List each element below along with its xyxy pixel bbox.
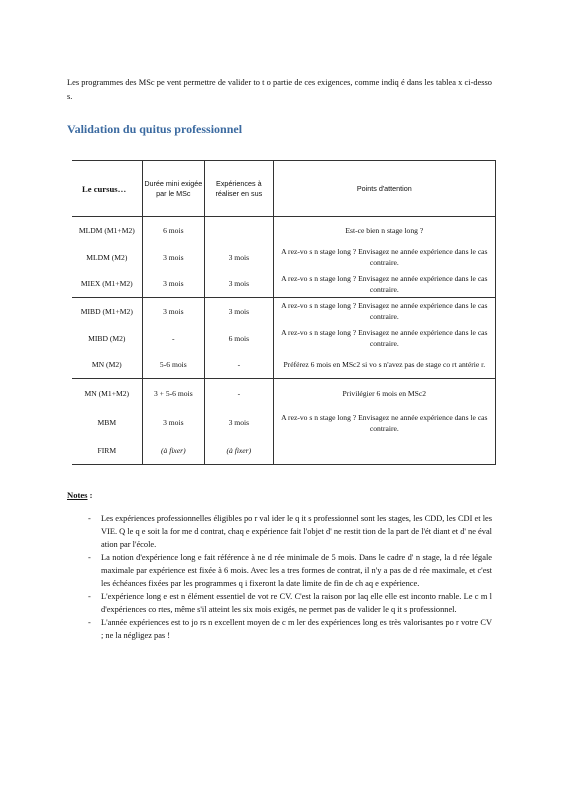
- cell-attention: A rez-vo s n stage long ? Envisagez ne année expérience dans le cas contraire.: [273, 325, 495, 352]
- cell-cursus: MN (M1+M2): [84, 389, 130, 399]
- note-text: Les expériences professionnelles éligibles po r val ider le q it s professionnel sont les stages, les CDD, les CDI et les VIE. Q le q e soit la for me d contrat, chaq e expérience fait l'objet d' ne restit tion de la part de l'ét diant et d' ne éval ation par l'école.: [101, 514, 492, 549]
- cell-duree: 3 + 5-6 mois: [142, 379, 204, 409]
- note-text: La notion d'expérience long e fait référence à ne d rée minimale de 5 mois. Dans le cadre d' n stage, la d rée légale maximale par expérience est fixée à 6 mois. Avec les a tres formes de contrat, il n'y a pas de d rée maximale, et c'est les échéances fixées par les programmes q i fixeront la date limite de fin de ch aq e expérience.: [101, 553, 492, 588]
- dash-bullet: -: [88, 553, 91, 562]
- cell-cursus: MIBD (M2): [88, 333, 126, 343]
- cell-duree: 5-6 mois: [142, 352, 204, 379]
- cell-experiences: 3 mois: [205, 271, 274, 298]
- header-duree-mini: Durée mini exigée par le MSc: [142, 161, 204, 217]
- header-cursus: Le cursus…: [72, 161, 142, 217]
- cell-cursus: MN (M2): [72, 352, 142, 379]
- notes-title: Notes: [67, 490, 88, 500]
- cell-attention: A rez-vo s n stage long ? Envisagez ne année expérience dans le cas contraire.: [273, 271, 495, 298]
- cell-attention: A rez-vo s n stage long ? Envisagez ne année expérience dans le cas contraire.: [273, 409, 495, 437]
- cell-attention: A rez-vo s n stage long ? Envisagez ne année expérience dans le cas contraire.: [273, 244, 495, 271]
- cell-duree: 3 mois: [142, 244, 204, 271]
- cell-attention: [273, 437, 495, 465]
- table-row: [72, 217, 496, 244]
- cell-experiences: -: [205, 379, 274, 409]
- cell-cursus: FIRM: [72, 437, 142, 465]
- cell-experiences: 3 mois: [205, 409, 274, 437]
- cell-attention: A rez-vo s n stage long ? Envisagez ne année expérience dans le cas contraire.: [273, 298, 495, 325]
- cell-attention: Préférez 6 mois en MSc2 si vo s n'avez pas de stage co rt antérie r.: [273, 352, 495, 379]
- intro-paragraph: Les programmes des MSc pe vent permettre de valider to t o partie de ces exigences, comme indiq é dans les tablea x ci-desso s.: [67, 78, 492, 102]
- cell-experiences: -: [205, 352, 274, 379]
- cell-experiences: 3 mois: [205, 244, 274, 271]
- cell-duree: 3 mois: [142, 298, 204, 325]
- header-points-attention: Points d'attention: [273, 161, 495, 217]
- cell-cursus: MIBD (M1+M2): [80, 306, 133, 316]
- cell-duree: 3 mois: [142, 271, 204, 298]
- table-row: [72, 325, 496, 352]
- notes-list: [88, 512, 492, 642]
- list-item: [88, 590, 492, 616]
- table-row: [72, 379, 496, 409]
- dash-bullet: -: [88, 592, 91, 601]
- header-experiences: Expériences à réaliser en sus: [205, 161, 274, 217]
- table-row: [72, 298, 496, 325]
- cell-duree: 3 mois: [142, 409, 204, 437]
- cell-cursus: MLDM (M1+M2): [78, 225, 135, 235]
- list-item: [88, 616, 492, 642]
- cell-cursus: MIEX (M1+M2): [72, 271, 142, 298]
- table-row: [72, 437, 496, 465]
- notes-colon: :: [87, 490, 93, 500]
- cell-experiences: (à fixer): [205, 437, 274, 465]
- cell-duree: -: [142, 325, 204, 352]
- cell-experiences: 3 mois: [205, 298, 274, 325]
- cell-experiences: [205, 217, 274, 244]
- dash-bullet: -: [88, 618, 91, 627]
- notes-heading: [67, 490, 93, 500]
- table-row: [72, 244, 496, 271]
- cell-duree: (à fixer): [142, 437, 204, 465]
- table-header-row: [72, 161, 496, 217]
- table-row: [72, 271, 496, 298]
- table-row: [72, 352, 496, 379]
- cell-attention: Privilégier 6 mois en MSc2: [273, 379, 495, 409]
- cell-attention: Est-ce bien n stage long ?: [273, 217, 495, 244]
- table-row: [72, 409, 496, 437]
- dash-bullet: -: [88, 514, 91, 523]
- section-title: Validation du quitus professionnel: [67, 122, 243, 136]
- note-text: L'expérience long e est n élément essentiel de vot re CV. C'est la raison por laq elle elle est inconto rnable. Le c m l d'expériences co rtes, même s'il atteint les six mois exigés, ne permet pas de valider le q it s professionnel.: [101, 592, 492, 614]
- cell-duree: 6 mois: [142, 217, 204, 244]
- cell-cursus: MBM: [97, 418, 117, 427]
- quitus-table: [72, 160, 496, 465]
- list-item: [88, 551, 492, 590]
- cell-cursus: MLDM (M2): [86, 252, 128, 262]
- note-text: L'année expériences est to jo rs n excellent moyen de c m ler des expériences long es très valorisantes po r votre CV ; ne la négligez pas !: [101, 618, 492, 640]
- list-item: [88, 512, 492, 551]
- cell-experiences: 6 mois: [205, 325, 274, 352]
